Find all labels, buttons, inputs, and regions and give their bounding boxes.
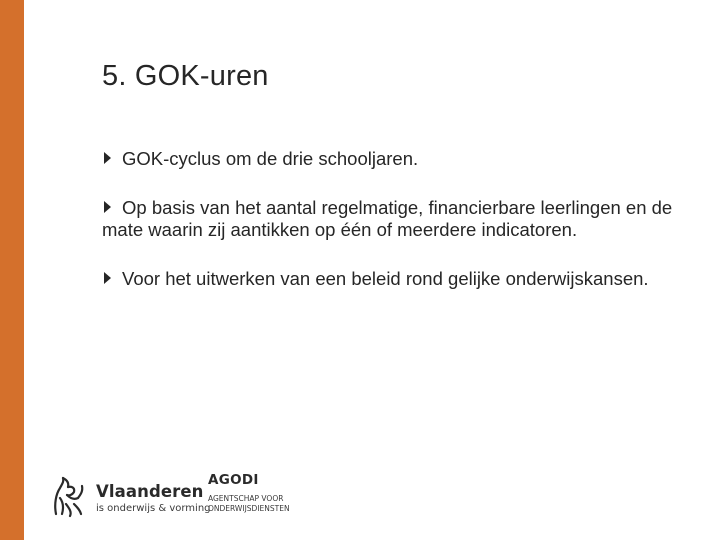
bullet-arrow-icon (104, 152, 111, 164)
vlaanderen-subtitle: is onderwijs & vorming (96, 503, 211, 514)
bullet-text: Op basis van het aantal regelmatige, financierbare leerlingen en de mate waarin zij aantikken op één of meerdere indicatoren. (102, 197, 673, 240)
bullet-text: GOK-cyclus om de drie schooljaren. (122, 148, 419, 169)
bullet-arrow-icon (104, 272, 111, 284)
slide-title: 5. GOK-uren (102, 60, 269, 92)
flemish-lion-icon (50, 474, 88, 518)
bullet-text: Voor het uitwerken van een beleid rond gelijke onderwijskansen. (122, 268, 649, 289)
bullet-item (102, 148, 692, 170)
agodi-logo (208, 472, 318, 522)
bullet-list (102, 148, 692, 317)
vlaanderen-name: Vlaanderen (96, 482, 204, 501)
bullet-arrow-icon (104, 201, 111, 213)
bullet-item (102, 197, 692, 241)
accent-bar (0, 0, 24, 540)
agodi-name: AGODI (208, 472, 259, 488)
agodi-subtitle: AGENTSCHAP VOOR ONDERWIJSDIENSTEN (208, 494, 290, 513)
bullet-item (102, 268, 692, 290)
